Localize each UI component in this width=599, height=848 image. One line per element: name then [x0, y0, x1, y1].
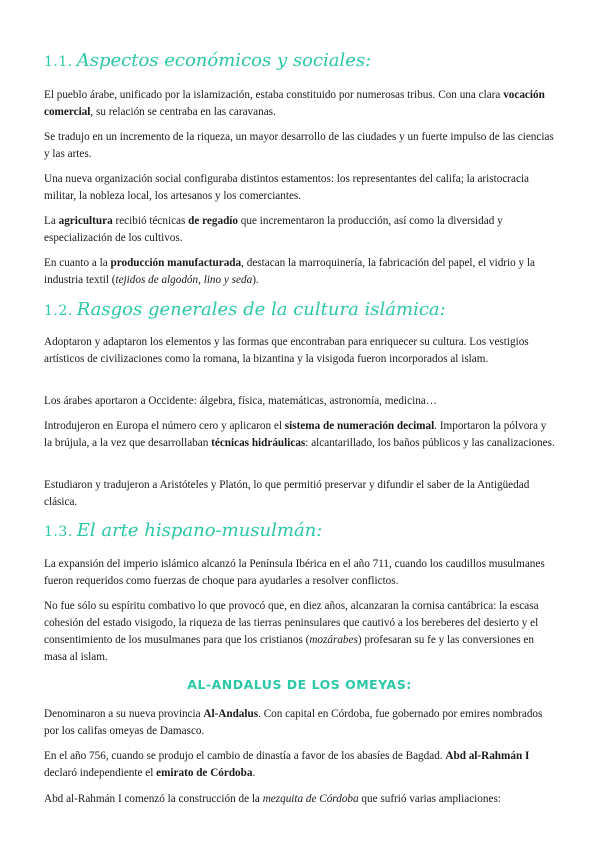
paragraph: En el año 756, cuando se produjo el cambio de dinastía a favor de los abasíes de Bagdad. Abd al-Rahmán I declaró independiente el emirato de Córdoba. — [44, 750, 530, 779]
section-title: Aspectos económicos y sociales: — [76, 50, 372, 71]
paragraph: No fue sólo su espíritu combativo lo que provocó que, en diez años, alcanzaran la cornisa cantábrica: la escasa cohesión del estado visigodo, la riqueza de las tierras peninsulares que cautivó a los bereberes del desierto y el consentimiento de los musulmanes para que los cristianos (mozárabes) profesaran su fe y las conversiones en masa al islam. — [44, 600, 539, 663]
paragraph: Los árabes aportaron a Occidente: álgebra, física, matemáticas, astronomía, medicina… — [44, 395, 437, 407]
section-number: 1.3. — [44, 524, 73, 540]
section-number: 1.2. — [44, 303, 73, 319]
section-heading-1-1 — [44, 50, 559, 73]
paragraph: Abd al-Rahmán I comenzó la construcción de la mezquita de Córdoba que sufrió varias ampliaciones: — [44, 793, 501, 805]
paragraph: Estudiaron y tradujeron a Aristóteles y Platón, lo que permitió preservar y difundir el saber de la Antigüedad clásica. — [44, 479, 530, 508]
section-heading-1-3 — [44, 520, 559, 543]
section-heading-1-2 — [44, 299, 559, 322]
paragraph: Se tradujo en un incremento de la riqueza, un mayor desarrollo de las ciudades y un fuerte impulso de las ciencias y las artes. — [44, 131, 554, 160]
paragraph: Denominaron a su nueva provincia Al-Andalus. Con capital en Córdoba, fue gobernado por emires nombrados por los califas omeyas de Damasco. — [44, 708, 543, 737]
paragraph: La expansión del imperio islámico alcanzó la Península Ibérica en el año 711, cuando los caudillos musulmanes fueron requeridos como fuerzas de choque para ayudarles a resolver conflictos. — [44, 558, 545, 587]
subsection-heading-al-andalus: AL-ANDALUS DE LOS OMEYAS: — [187, 677, 412, 692]
paragraph: Introdujeron en Europa el número cero y aplicaron el sistema de numeración decimal. Importaron la pólvora y la brújula, a la vez que desarrollaban técnicas hidráulicas: alcantarillado, los baños públicos y las canalizaciones. — [44, 420, 555, 449]
section-title: Rasgos generales de la cultura islámica: — [76, 299, 446, 320]
section-number: 1.1. — [44, 54, 73, 70]
paragraph: Adoptaron y adaptaron los elementos y las formas que encontraban para enriquecer su cultura. Los vestigios artísticos de civilizaciones como la romana, la bizantina y la visigoda fueron incorporados al islam. — [44, 336, 529, 365]
paragraph: Una nueva organización social configuraba distintos estamentos: los representantes del califa; la aristocracia militar, la nobleza local, los artesanos y los comerciantes. — [44, 173, 530, 202]
paragraph: El pueblo árabe, unificado por la islamización, estaba constituido por numerosas tribus. Con una clara vocación comercial, su relación se centraba en las caravanas. — [44, 89, 545, 118]
section-title: El arte hispano-musulmán: — [76, 520, 323, 541]
paragraph: En cuanto a la producción manufacturada, destacan la marroquinería, la fabricación del papel, el vidrio y la industria textil (tejidos de algodón, lino y seda). — [44, 257, 535, 286]
paragraph: La agricultura recibió técnicas de regadío que incrementaron la producción, así como la diversidad y especialización de los cultivos. — [44, 215, 503, 244]
